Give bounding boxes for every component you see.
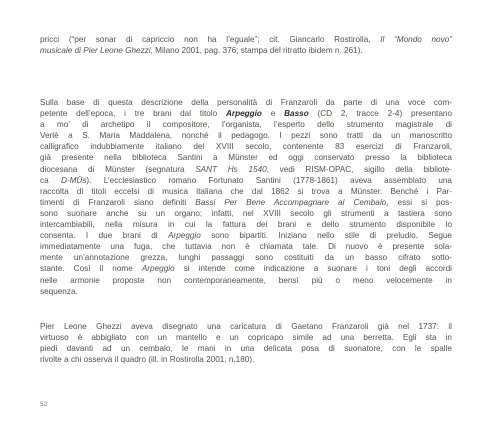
text-line xyxy=(40,241,452,252)
bold-title-text: Arpeggio xyxy=(225,109,262,119)
text-run: rivolte a chi osserva il quadro (ill. in Rostirolla 2001, n.180). xyxy=(40,355,255,365)
text-run: sono bipartiti. Iniziano nello stile di preludio. Segue xyxy=(200,231,452,241)
text-line xyxy=(40,354,452,365)
text-line xyxy=(40,97,452,108)
text-run: petente dell’epoca, i tre brani dal titolo xyxy=(40,109,226,119)
text-run: e xyxy=(261,109,285,119)
text-run: Sulla base di questa descrizione della personalità di Franzaroli da parte di una voce com- xyxy=(40,98,452,107)
text-run: immediatamente una fuga, che tuttavia non è chiamata tale. Di nuovo è presente sola- xyxy=(40,242,452,252)
text-line xyxy=(40,164,452,175)
text-line xyxy=(40,141,452,152)
text-line xyxy=(40,197,452,208)
text-line xyxy=(40,343,452,354)
text-run: virtuoso è abbigliato con un mantello e un copricapo simile ad una berretta. Egli sta in xyxy=(40,333,452,343)
text-line xyxy=(40,263,452,274)
text-run: mente un’annotazione grezza, lunghi passaggi sono costituiti da un basso cifrato sotto- xyxy=(40,253,452,263)
text-line xyxy=(40,34,452,45)
text-line xyxy=(40,286,452,297)
text-line xyxy=(40,186,452,197)
text-run: sono suonare anche su un organo; infatti, nel XVIII secolo gli strumenti a tastiera sono xyxy=(40,208,452,218)
bold-title-text: Basso xyxy=(284,109,309,119)
text-run: calligrafico indubbiamente italiano del XVIII secolo, contenente 83 esercizi di Franzaroli, xyxy=(40,142,452,152)
text-run: ). L’ecclesiastico romano Fortunato Santini (1778-1861) aveva assemblato una xyxy=(86,175,452,185)
text-run: a mo’ di archetipo il compositore, l’organista, l’esperto dello strumento magistrale di xyxy=(40,120,452,130)
text-line xyxy=(40,219,452,230)
text-run: pricci (“per sonar di capriccio non ha l’eguale”; cit. Giancarlo Rostirolla, xyxy=(40,35,381,44)
text-line xyxy=(40,119,452,130)
text-line xyxy=(40,208,452,219)
text-run: (CD 2, tracce 2-4) presentano xyxy=(308,109,452,119)
text-run: ca xyxy=(40,175,61,185)
text-run: stante. Così il nome xyxy=(40,264,142,274)
text-line xyxy=(40,130,452,141)
text-run: timenti di Franzaroli siano definiti xyxy=(40,197,196,207)
text-run: consenta. I due brani di xyxy=(40,231,169,241)
italic-text: SANT Hs 1540 xyxy=(195,164,267,174)
italic-text: D-MÜs xyxy=(60,175,87,185)
paragraph-ghezzi-caricature xyxy=(40,321,452,365)
italic-text: Bassi Per Bene Accompagnare al Cembalo xyxy=(195,197,387,207)
text-line xyxy=(40,152,452,163)
text-run: , essi si pos- xyxy=(386,197,452,207)
text-run: sequenza. xyxy=(40,286,78,296)
text-run: intercambiabili, nella misura in cui la fattura dei brani e dello strumento disponibile lo xyxy=(40,220,452,230)
page-number: 52 xyxy=(40,401,48,408)
text-run: si intende come indicazione a suonare i toni degli accordi xyxy=(174,264,452,274)
text-line xyxy=(40,332,452,343)
text-line xyxy=(40,275,452,286)
text-run: nelle armonie proposte non contemporaneamente, bensì più o meno velocemente in xyxy=(40,275,452,285)
text-run: , Milano 2001, pag. 376; stampa del ritratto ibidem n. 261). xyxy=(150,46,363,56)
italic-text: Il “Mondo novo” xyxy=(380,35,452,44)
text-run: , vedi RISM-OPAC, sigillo della bibliote- xyxy=(266,164,452,174)
text-run: diocesana di Münster (segnatura xyxy=(40,164,196,174)
text-run: raccolta di titoli eccelsi di musica italiana che dal 1862 si trova a Münster. Benché i Par- xyxy=(40,186,452,196)
italic-text: Arpeggio xyxy=(141,264,175,274)
text-line xyxy=(40,45,452,56)
paragraph-arpeggio-basso xyxy=(40,97,452,297)
text-line xyxy=(40,230,452,241)
text-run: Verlè a S. Maria Maddalena, nonché il pedagogo. I pezzi sono tratti da un manoscritto xyxy=(40,131,452,141)
text-line xyxy=(40,252,452,263)
italic-text: musicale di Pier Leone Ghezzi xyxy=(40,46,151,56)
paragraph-citation xyxy=(40,34,452,56)
text-run: Pier Leone Ghezzi aveva disegnato una caricatura di Gaetano Franzaroli già nel 1737: il xyxy=(40,322,452,331)
italic-text: Arpeggio xyxy=(168,231,201,241)
text-run: piedi davanti ad un cembalo, le mani in una delicata posa di suonatore, con le spalle xyxy=(40,344,452,354)
text-line xyxy=(40,321,452,332)
text-line xyxy=(40,175,452,186)
text-run: già presente nella biblioteca Santini a Münster ed oggi conservato presso la biblioteca xyxy=(40,153,452,163)
text-line xyxy=(40,108,452,119)
